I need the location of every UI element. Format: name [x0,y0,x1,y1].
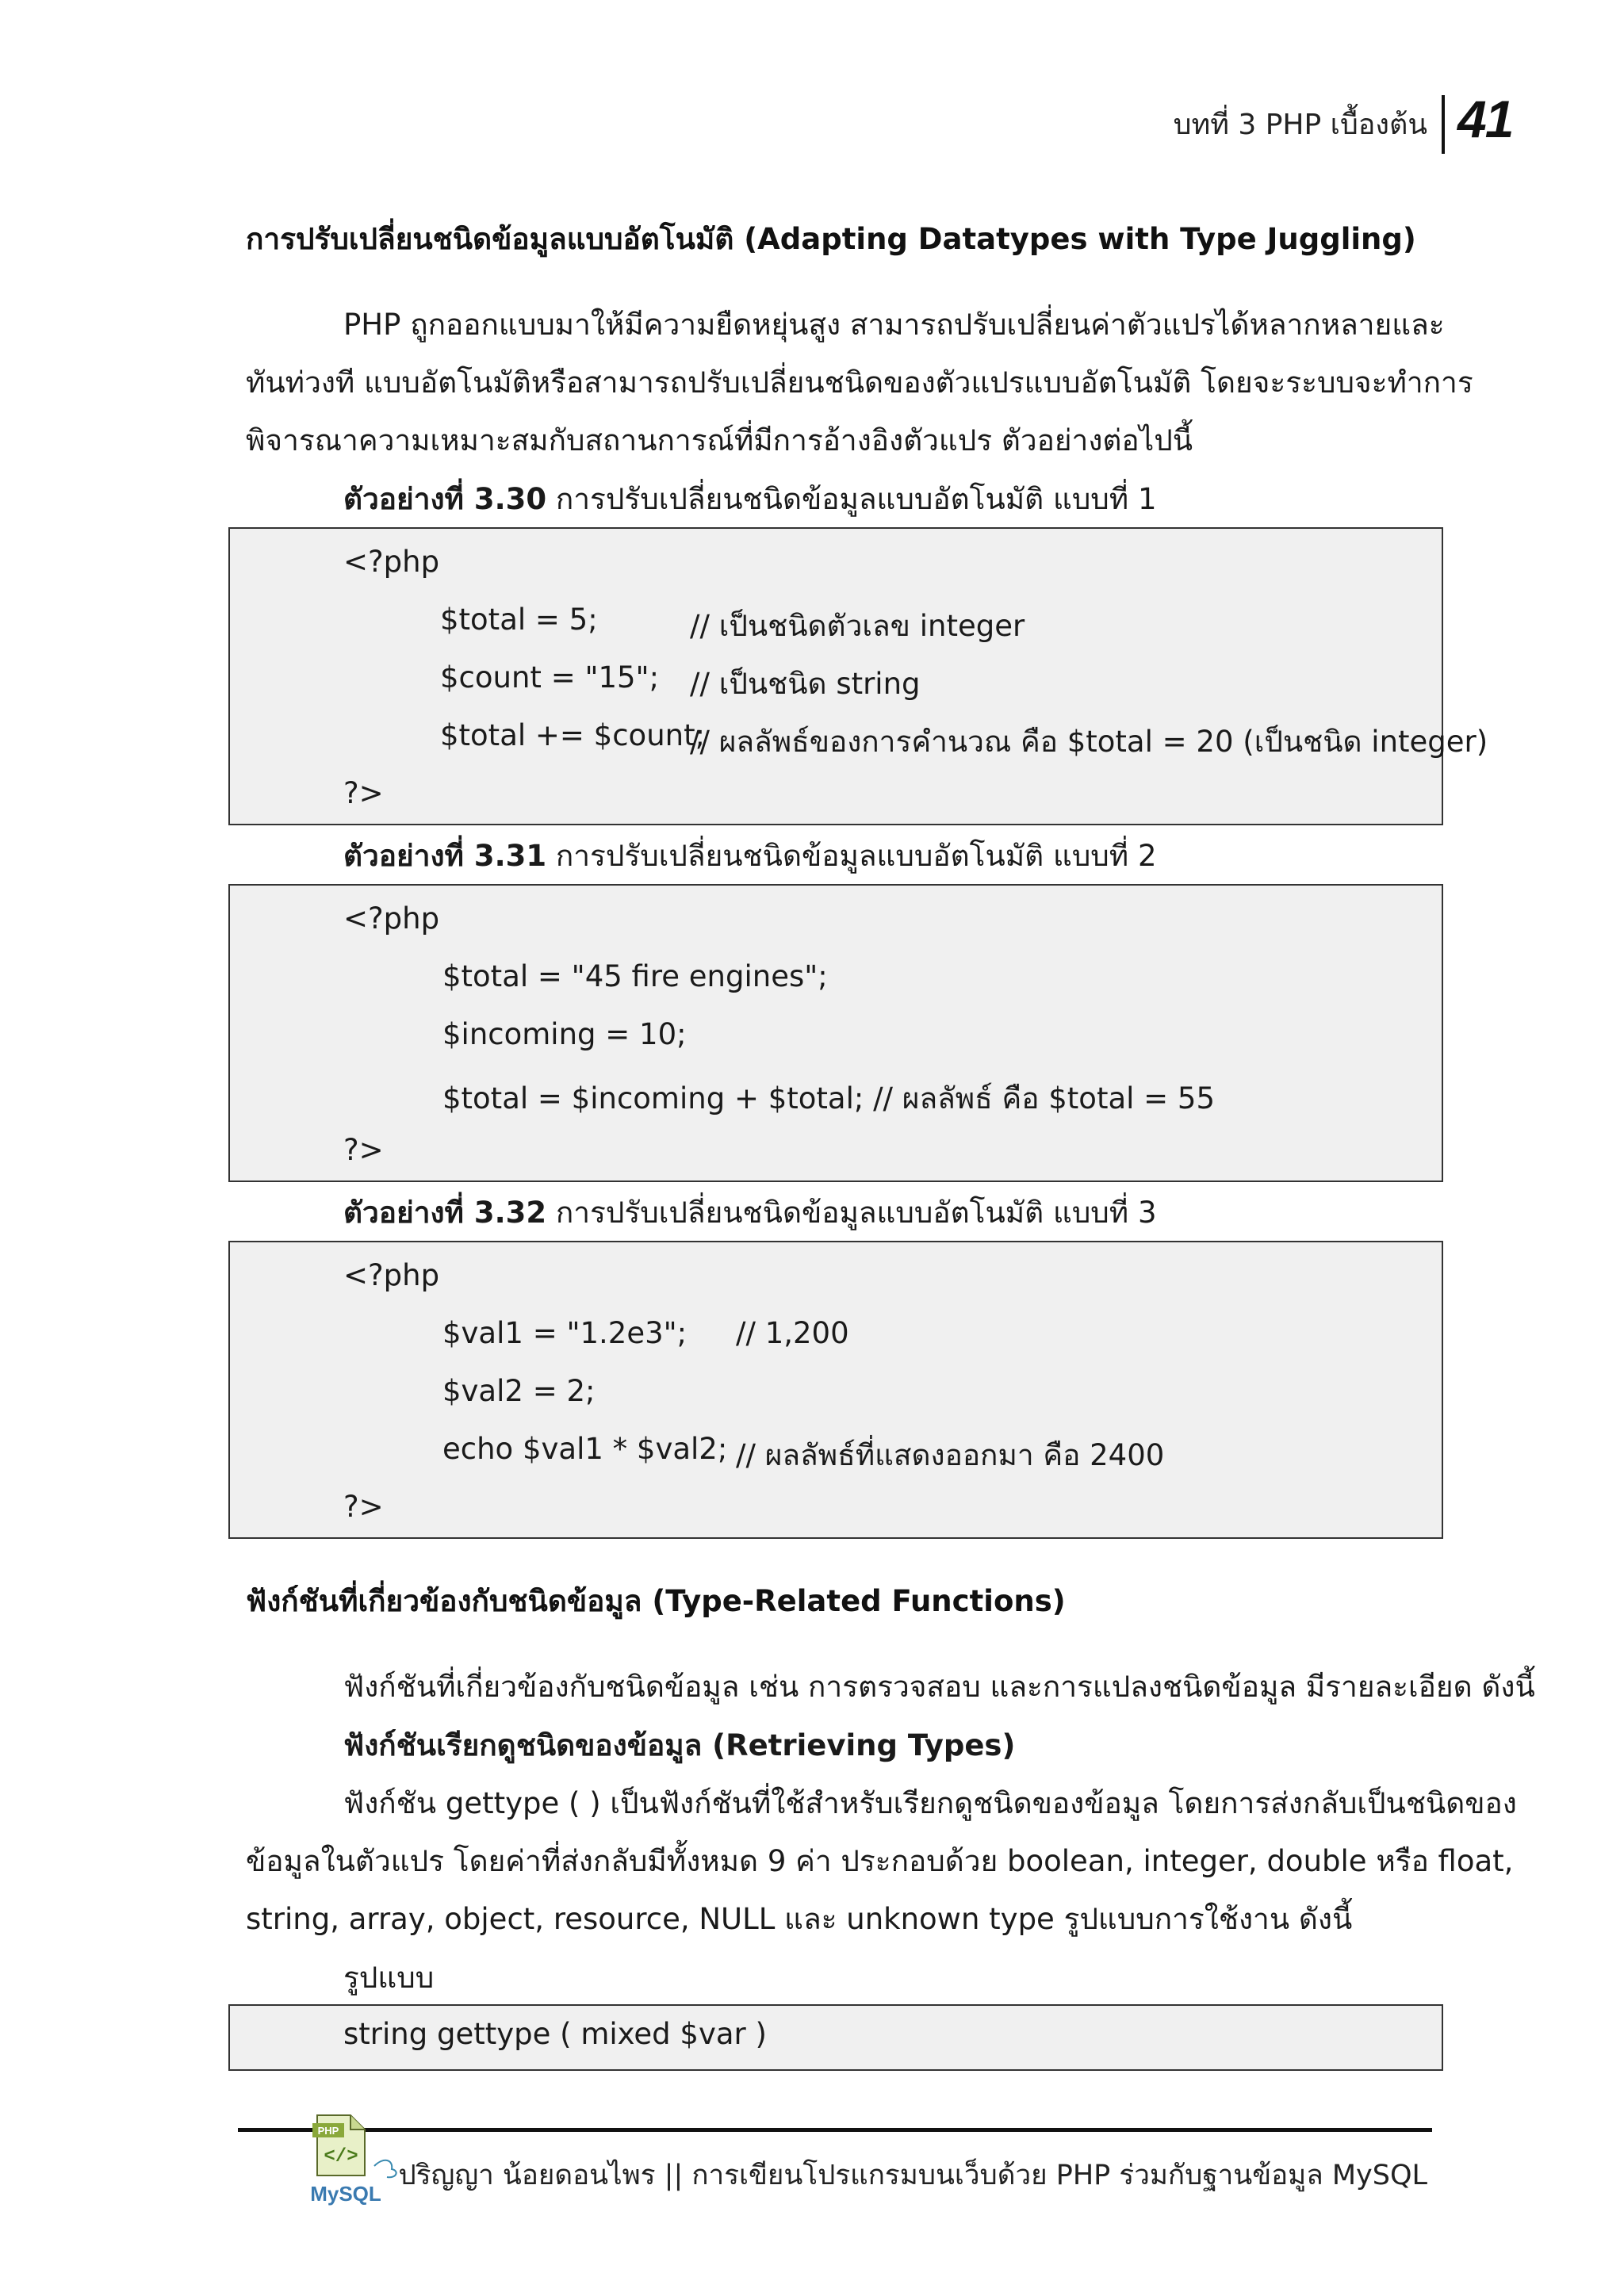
example-number: ตัวอย่างที่ 3.32 [343,1196,547,1230]
code-block-example-3-30 [228,527,1488,825]
code-open-tag: <?php [343,901,440,936]
paragraph-line-3: พิจารณาความเหมาะสมกับสถานการณ์ที่มีการอ้างอิงตัวแปร ตัวอย่างต่อไปนี้ [246,423,1193,457]
code-comment: // 1,200 [736,1316,849,1350]
code-close-tag: ?> [343,776,384,810]
syntax-line: string gettype ( mixed $var ) [343,2017,767,2051]
header-divider [1442,95,1445,154]
code-open-tag: <?php [343,545,440,579]
code-block-example-3-31 [228,884,1443,1182]
example-caption-3-31 [343,832,1157,879]
page-number: 41 [1457,90,1513,148]
code-comment: // ผลลัพธ์ที่แสดงออกมา คือ 2400 [736,1438,1165,1472]
code-close-tag: ?> [343,1490,384,1524]
code-close-tag: ?> [343,1133,384,1167]
logo-code-text: </> [324,2146,358,2168]
running-header: บทที่ 3 PHP เบื้องต้น [1173,109,1427,141]
section-heading-type-related-functions: ฟังก์ชันที่เกี่ยวข้องกับชนิดข้อมูล (Type-Related Functions) [246,1584,1066,1618]
example-caption-3-32 [343,1189,1157,1236]
example-title: การปรับเปลี่ยนชนิดข้อมูลแบบอัตโนมัติ แบบที่ 1 [546,482,1157,516]
code-line: $total = "45 fire engines"; [442,959,828,993]
code-line: $total = $incoming + $total; // ผลลัพธ์ คือ $total = 55 [442,1081,1216,1115]
code-line: $total = 5; [440,603,598,637]
logo-php-text: PHP [317,2125,339,2137]
code-line: $total += $count; [440,718,706,752]
code-comment: // ผลลัพธ์ของการคำนวณ คือ $total = 20 (เป็นชนิด integer) [690,725,1488,759]
paragraph-line-2: ทันท่วงที แบบอัตโนมัติหรือสามารถปรับเปลี่ยนชนิดของตัวแปรแบบอัตโนมัติ โดยจะระบบจะทำการ [246,365,1473,400]
code-block-example-3-32 [228,1241,1443,1539]
example-number: ตัวอย่างที่ 3.30 [343,482,547,516]
example-title: การปรับเปลี่ยนชนิดข้อมูลแบบอัตโนมัติ แบบที่ 3 [546,1196,1157,1230]
syntax-box [228,2004,1443,2071]
code-open-tag: <?php [343,1258,440,1292]
example-title: การปรับเปลี่ยนชนิดข้อมูลแบบอัตโนมัติ แบบที่ 2 [546,839,1157,873]
subheading-retrieving-types: ฟังก์ชันเรียกดูชนิดของข้อมูล (Retrieving Types) [343,1728,1016,1762]
example-number: ตัวอย่างที่ 3.31 [343,839,547,873]
paragraph-line-1: ฟังก์ชัน gettype ( ) เป็นฟังก์ชันที่ใช้สำหรับเรียกดูชนิดของข้อมูล โดยการส่งกลับเป็นชนิดของ [343,1786,1517,1820]
code-line: echo $val1 * $val2; [442,1432,728,1466]
code-comment: // เป็นชนิด string [690,667,921,701]
code-line: $incoming = 10; [442,1017,687,1051]
intro-paragraph: ฟังก์ชันที่เกี่ยวข้องกับชนิดข้อมูล เช่น การตรวจสอบ และการแปลงชนิดข้อมูล มีรายละเอียด ดังนี้ [343,1670,1535,1704]
code-comment: // เป็นชนิดตัวเลข integer [690,609,1025,643]
footer-citation: ปริญญา น้อยดอนไพร || การเขียนโปรแกรมบนเว็บด้วย PHP ร่วมกับฐานข้อมูล MySQL [398,2160,1427,2191]
example-caption-3-30 [343,476,1157,522]
format-label: รูปแบบ [343,1961,435,1995]
section-heading-type-juggling: การปรับเปลี่ยนชนิดข้อมูลแบบอัตโนมัติ (Adapting Datatypes with Type Juggling) [246,222,1416,256]
paragraph-line-3: string, array, object, resource, NULL และ unknown type รูปแบบการใช้งาน ดังนี้ [246,1902,1353,1936]
logo-mysql-text: MySQL [311,2182,381,2206]
code-line: $val1 = "1.2e3"; [442,1316,688,1350]
paragraph-line-2: ข้อมูลในตัวแปร โดยค่าที่ส่งกลับมีทั้งหมด 9 ค่า ประกอบด้วย boolean, integer, double หรือ float, [246,1844,1514,1878]
code-line: $val2 = 2; [442,1374,596,1408]
paragraph-line-1: PHP ถูกออกแบบมาให้มีความยืดหยุ่นสูง สามารถปรับเปลี่ยนค่าตัวแปรได้หลากหลายและ [343,308,1445,342]
code-line: $count = "15"; [440,660,660,695]
